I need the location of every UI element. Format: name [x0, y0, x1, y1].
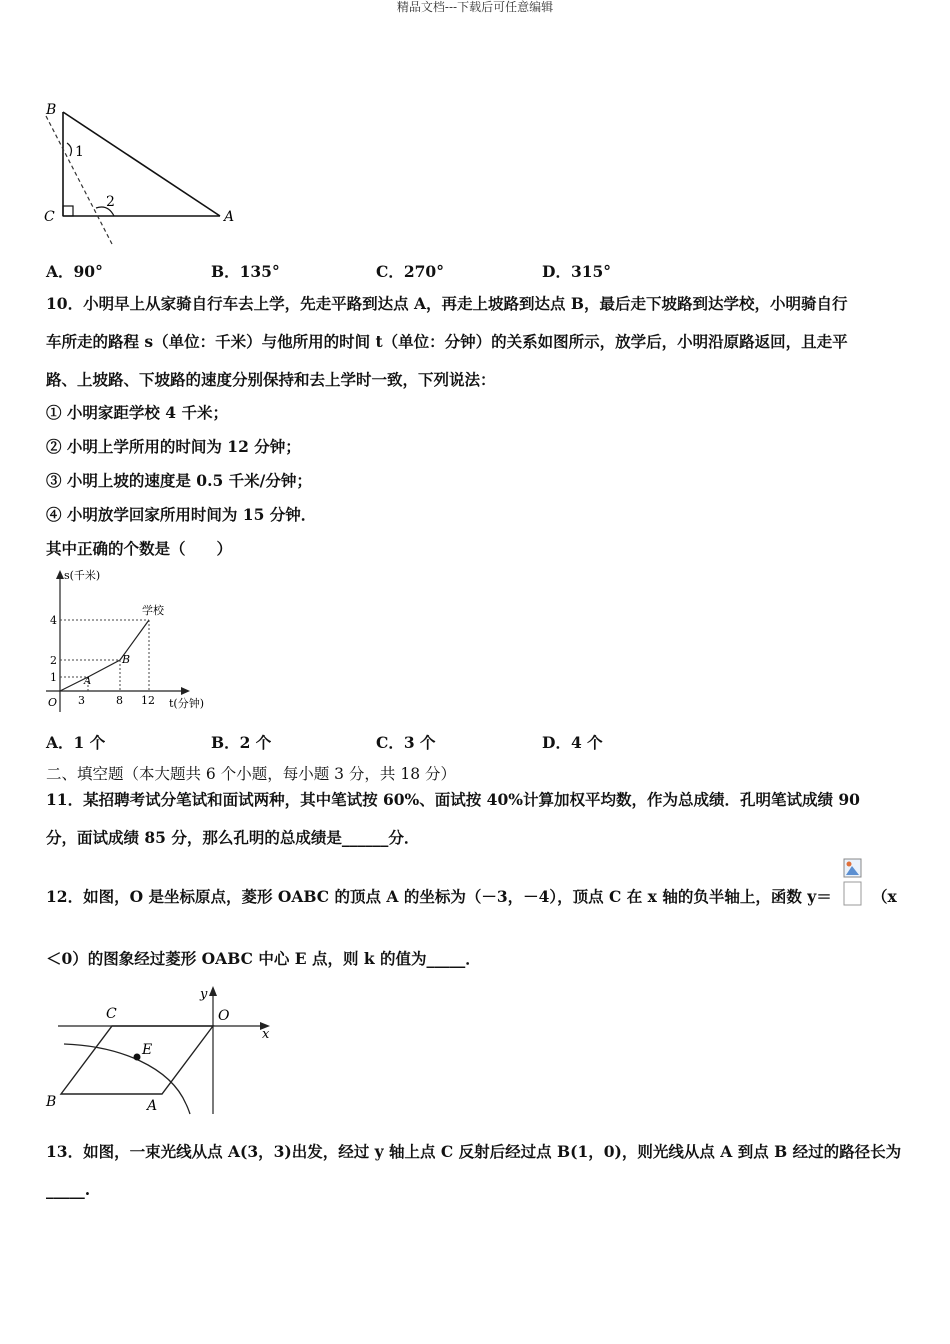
distance-time-graph	[42, 566, 222, 716]
label-O: O	[218, 1008, 230, 1024]
angle-2-label: 2	[106, 194, 115, 210]
page-header: 精品文档---下载后可任意编辑	[396, 0, 554, 14]
q9-option-b: B．135°	[211, 262, 280, 281]
x-tick-8: 8	[116, 694, 123, 707]
q13-line-1: 13．如图，一束光线从点 A(3，3)出发，经过 y 轴上点 C 反射后经过点 B(1，0)，则光线从点 A 到点 B 经过的路径长为	[46, 1142, 902, 1161]
y-tick-2: 2	[50, 654, 57, 667]
point-B-label: B	[122, 653, 131, 666]
q10-line-2: 车所走的路程 s（单位：千米）与他所用的时间 t（单位：分钟）的关系如图所示，放学后，小明沿原路返回，且走平	[46, 332, 848, 351]
q10-option-a: A．1 个	[46, 733, 106, 752]
rhombus-figure	[40, 982, 280, 1122]
x-tick-12: 12	[141, 694, 155, 707]
q12-line-1: 12．如图，O 是坐标原点，菱形 OABC 的顶点 A 的坐标为（－3，－4），顶点 C 在 x 轴的负半轴上，函数 y＝	[46, 887, 832, 906]
x-tick-3: 3	[78, 694, 85, 707]
q9-option-d: D．315°	[542, 262, 612, 281]
q10-option-b: B．2 个	[211, 733, 272, 752]
label-C: C	[106, 1006, 117, 1022]
q10-question: 其中正确的个数是（ ）	[46, 539, 233, 558]
label-B: B	[46, 102, 57, 118]
q13-line-2: _____.	[46, 1180, 91, 1199]
fraction-image-icon	[843, 858, 862, 906]
q10-option-d: D．4 个	[542, 733, 603, 752]
label-E: E	[142, 1042, 153, 1058]
origin-label: O	[48, 696, 58, 709]
section-heading: 二、填空题（本大题共 6 个小题，每小题 3 分，共 18 分）	[46, 765, 457, 783]
label-C: C	[44, 209, 55, 225]
label-B: B	[46, 1094, 57, 1110]
q10-statement-4: ④ 小明放学回家所用时间为 15 分钟．	[46, 505, 317, 524]
y-axis-label: s(千米)	[64, 569, 101, 582]
label-A: A	[224, 209, 235, 225]
label-A: A	[147, 1098, 158, 1114]
q10-option-c: C．3 个	[376, 733, 436, 752]
q10-statement-3: ③ 小明上坡的速度是 0.5 千米/分钟；	[46, 471, 312, 490]
q10-statement-1: ① 小明家距学校 4 千米；	[46, 403, 228, 422]
q9-option-c: C．270°	[376, 262, 444, 281]
label-y: y	[200, 987, 208, 1002]
q9-option-a: A．90°	[46, 262, 103, 281]
q11-line-1: 11．某招聘考试分笔试和面试两种，其中笔试按 60%、面试按 40%计算加权平均数，作为总成绩．孔明笔试成绩 90	[46, 790, 860, 809]
triangle-figure	[38, 98, 248, 248]
y-tick-1: 1	[50, 671, 57, 684]
q12-line-1-tail: （x	[872, 887, 897, 906]
x-axis-label: t(分钟)	[169, 697, 205, 710]
y-tick-4: 4	[50, 614, 57, 627]
q12-line-2: ＜0）的图象经过菱形 OABC 中心 E 点，则 k 的值为_____．	[46, 949, 481, 968]
label-x: x	[262, 1027, 270, 1042]
q10-statement-2: ② 小明上学所用的时间为 12 分钟；	[46, 437, 301, 456]
angle-1-label: 1	[75, 144, 84, 160]
q11-line-2: 分，面试成绩 85 分，那么孔明的总成绩是______分．	[46, 828, 420, 847]
q10-line-1: 10．小明早上从家骑自行车去上学，先走平路到达点 A，再走上坡路到达点 B，最后走下坡路到达学校，小明骑自行	[46, 294, 848, 313]
point-A-label: A	[84, 676, 92, 687]
q10-line-3: 路、上坡路、下坡路的速度分别保持和去上学时一致，下列说法：	[46, 370, 496, 389]
school-label: 学校	[142, 604, 164, 617]
